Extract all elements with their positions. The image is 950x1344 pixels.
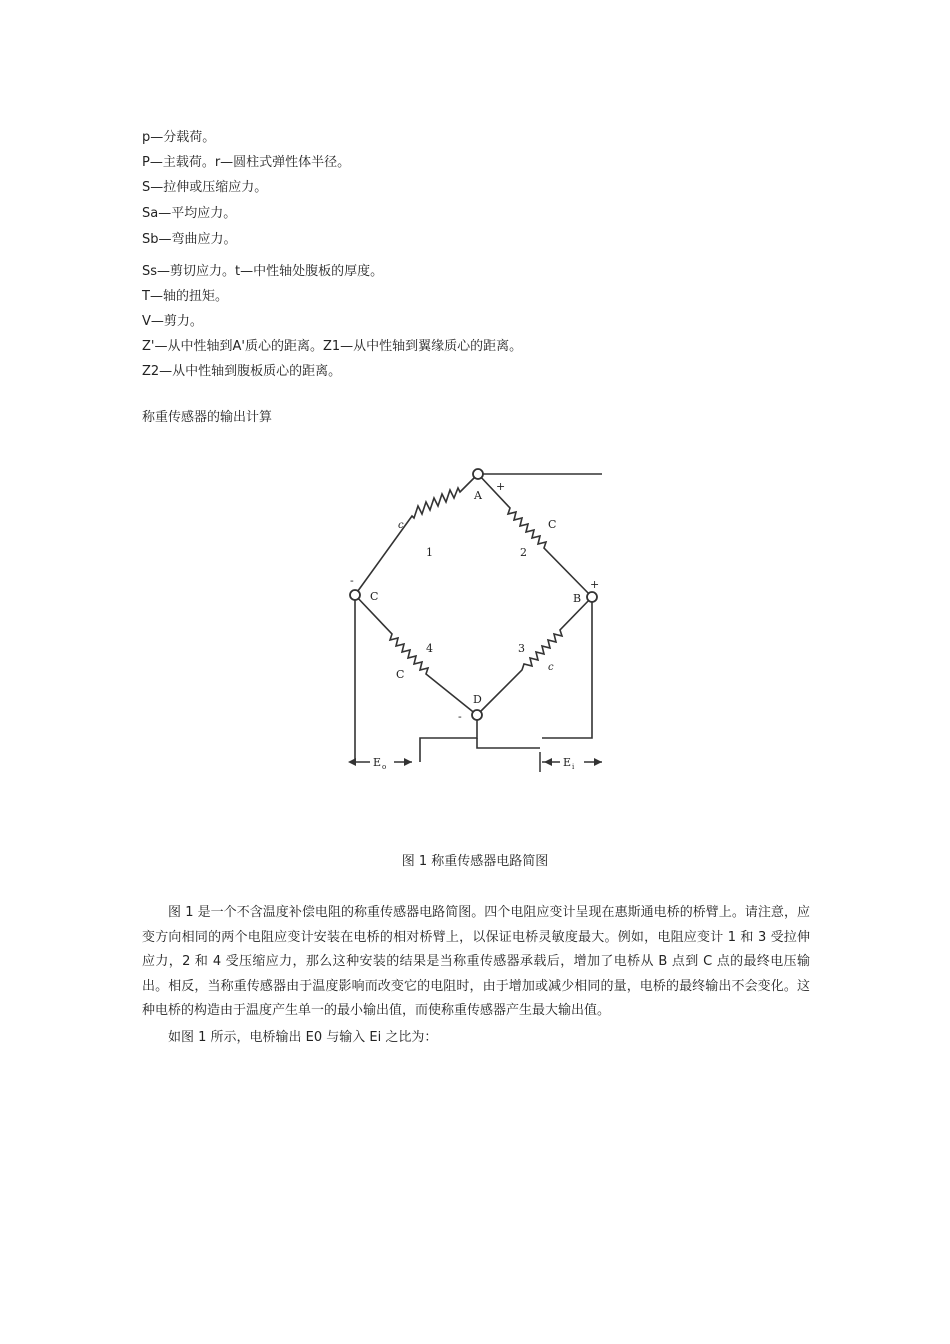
- polarity-right: +: [590, 578, 600, 591]
- body-paragraph: [142, 901, 810, 1024]
- node-b-terminal: [587, 592, 597, 602]
- paragraph-text: 如图 1 所示，电桥输出 E0 与输入 Ei 之比为：: [168, 1030, 438, 1045]
- definition-line: p—分载荷。: [142, 130, 216, 145]
- resistor-mark-3: c: [548, 662, 554, 673]
- node-d-terminal: [472, 710, 482, 720]
- resistor-number-4: 4: [426, 642, 433, 655]
- output-voltage-sub: o: [382, 763, 387, 771]
- node-label-a: A: [474, 489, 482, 502]
- output-voltage-label: E: [373, 756, 382, 769]
- node-a-terminal: [473, 469, 483, 479]
- section-title: 称重传感器的输出计算: [142, 410, 273, 425]
- body-paragraph: [142, 1026, 810, 1051]
- output-lead-bottom: [420, 720, 477, 762]
- polarity-left: -: [350, 574, 354, 587]
- resistor-mark-4: C: [396, 668, 405, 681]
- node-label-c: C: [370, 590, 379, 603]
- paragraph-text: 图 1 是一个不含温度补偿电阻的称重传感器电路简图。四个电阻应变计呈现在惠斯通电桥的桥臂上。请注意，应变方向相同的两个电阻应变计安装在电桥的相对桥臂上，以保证电桥灵敏度最大。例如，电阻应变计 1 和 3 受拉伸应力，2 和 4 受压缩应力，那么这种安装的结果是当称重传感器承载后，增加了电桥从 B 点到 C 点的最终电压输出。相反，当称重传感器由于温度影响而改变它的电阻时，由于增加或减少相同的量，电桥的最终输出不会变化。这种电桥的构造由于温度产生单一的最小输出值，而使称重传感器产生最大输出值。: [142, 905, 810, 1018]
- bridge-circuit-diagram: [340, 462, 610, 782]
- definition-line: Sb—弯曲应力。: [142, 232, 237, 247]
- definition-line: Ss—剪切应力。t—中性轴处腹板的厚度。: [142, 264, 384, 279]
- resistor-number-2: 2: [520, 546, 527, 559]
- resistor-4: [355, 595, 477, 715]
- node-c-terminal: [350, 590, 360, 600]
- resistor-1: [355, 474, 478, 595]
- definition-line: P—主载荷。r—圆柱式弹性体半径。: [142, 155, 351, 170]
- input-voltage-sub: i: [572, 763, 575, 771]
- definition-line: Z'—从中性轴到A'质心的距离。Z1—从中性轴到翼缘质心的距离。: [142, 339, 523, 354]
- resistor-mark-2: C: [548, 518, 557, 531]
- bridge-circuit-figure: [340, 462, 610, 782]
- resistor-number-3: 3: [518, 642, 525, 655]
- definition-line: T—轴的扭矩。: [142, 289, 228, 304]
- node-label-b: B: [573, 592, 582, 605]
- polarity-bottom: -: [458, 710, 462, 723]
- polarity-top: +: [496, 480, 506, 493]
- resistor-number-1: 1: [426, 546, 433, 559]
- output-lead-bottom-2: [477, 738, 540, 748]
- definition-line: Sa—平均应力。: [142, 206, 237, 221]
- definition-line: Z2—从中性轴到腹板质心的距离。: [142, 364, 342, 379]
- input-voltage-marker: [540, 752, 602, 772]
- output-voltage-marker: [348, 754, 412, 771]
- definition-line: S—拉伸或压缩应力。: [142, 180, 268, 195]
- resistor-mark-1: c: [398, 520, 404, 531]
- node-label-d: D: [473, 693, 482, 706]
- definition-line: V—剪力。: [142, 314, 203, 329]
- input-voltage-label: E: [563, 756, 572, 769]
- figure-caption: 图 1 称重传感器电路简图: [401, 854, 549, 869]
- resistor-3: [477, 597, 592, 715]
